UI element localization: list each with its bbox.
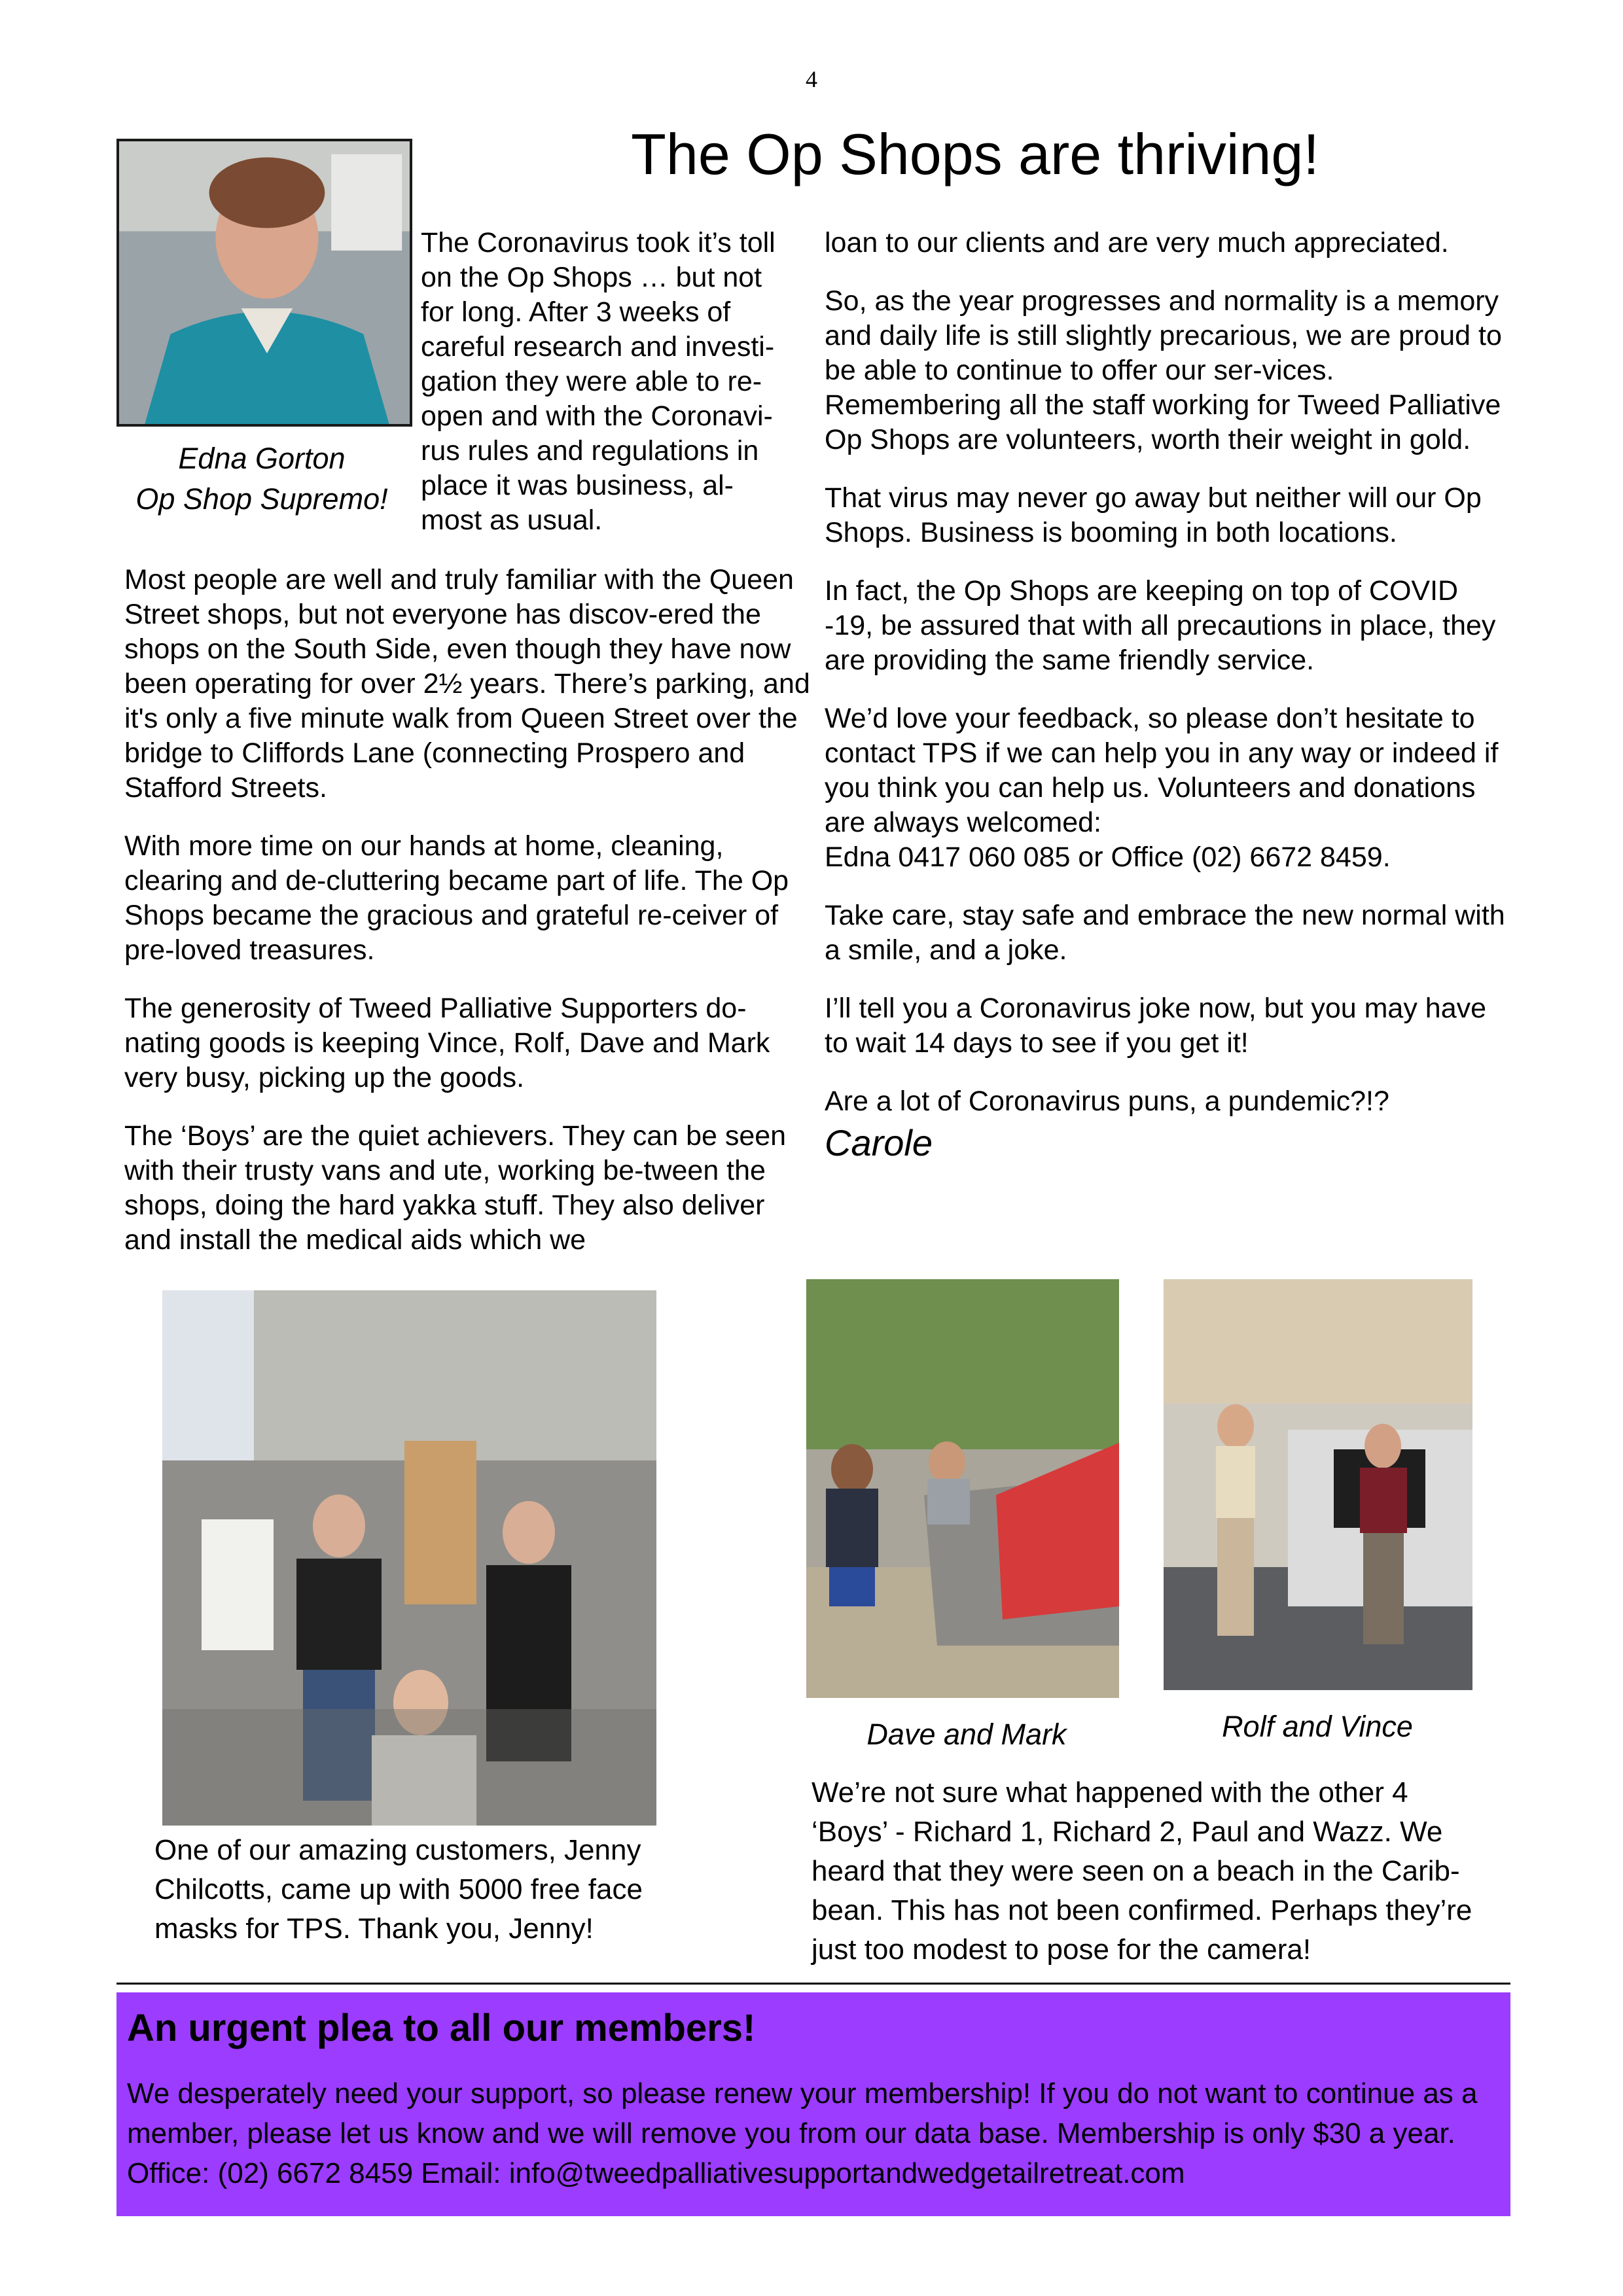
signature: Carole bbox=[825, 1122, 933, 1163]
rolf-vince-caption: Rolf and Vince bbox=[1222, 1710, 1413, 1743]
intro-line: most as usual. bbox=[421, 504, 603, 536]
intro-line: careful research and investi- bbox=[421, 331, 775, 362]
intro-line: open and with the Coronavi- bbox=[421, 400, 773, 432]
dave-mark-photo bbox=[806, 1279, 1119, 1698]
paragraph: In fact, the Op Shops are keeping on top of COVID -19, be assured that with all precautions in place, they are providing the same friendly service. bbox=[825, 575, 1496, 676]
page-number: 4 bbox=[806, 66, 817, 92]
paragraph: So, as the year progresses and normality is a memory and daily life is still slightly precarious, we are proud to be able to continue to offer our ser-vices. Remembering all the staff working for Tweed Palliative Op Shops are volunteers, worth their weight in gold. bbox=[825, 285, 1502, 455]
street-image bbox=[1164, 1279, 1472, 1690]
intro-line: on the Op Shops … but not bbox=[421, 262, 762, 293]
paragraph: Are a lot of Coronavirus puns, a pundemic?!? bbox=[825, 1086, 1389, 1117]
paragraph: I’ll tell you a Coronavirus joke now, but you may have to wait 14 days to see if you get it! bbox=[825, 993, 1487, 1059]
intro-line: gation they were able to re- bbox=[421, 366, 762, 397]
dave-mark-caption: Dave and Mark bbox=[866, 1718, 1067, 1751]
paragraph: The ‘Boys’ are the quiet achievers. They can be seen with their trusty vans and ute, working be-tween the shops, doing the hard yakka stuff. They also deliver and install the medical aids which we bbox=[124, 1120, 787, 1256]
edna-caption-name: Edna Gorton bbox=[178, 442, 346, 475]
paragraph: We’d love your feedback, so please don’t hesitate to contact TPS if we can help you in any way or indeed if you think you can help us. Volunteers and donations are always welcomed: bbox=[825, 703, 1499, 838]
paragraph: Most people are well and truly familiar with the Queen Street shops, but not everyone has discov-ered the shops on the South Side, even though they have now been operating for over 2½ years. There’s parking, and it's only a five minute walk from Queen Street over the bridge to Cliffords Lane (connecting Prospero and Stafford Streets. bbox=[124, 564, 810, 804]
jenny-masks-photo bbox=[162, 1290, 656, 1826]
intro-line: place it was business, al- bbox=[421, 470, 734, 501]
paragraph: With more time on our hands at home, cleaning, clearing and de-cluttering became part of life. The Op Shops became the gracious and grateful re-ceiver of pre-loved treasures. bbox=[124, 830, 789, 966]
paragraph: That virus may never go away but neither will our Op Shops. Business is booming in both locations. bbox=[825, 482, 1482, 548]
edna-caption bbox=[124, 438, 399, 520]
intro-line: for long. After 3 weeks of bbox=[421, 296, 731, 328]
plea-text: We desperately need your support, so please renew your membership! If you do not want to continue as a member, please let us know and we will remove you from our data base. Membership is only $30 a year. Office: (02) 6672 8459 Email: info@tweedpalliativesupportandwedgetailretreat.com bbox=[127, 2077, 1478, 2189]
paragraph: Take care, stay safe and embrace the new normal with a smile, and a joke. bbox=[825, 900, 1505, 966]
jenny-caption: One of our amazing customers, Jenny Chilcotts, came up with 5000 free face masks for TPS. Thank you, Jenny! bbox=[154, 1834, 643, 1945]
left-column bbox=[124, 563, 818, 1281]
paragraph: loan to our clients and are very much appreciated. bbox=[825, 227, 1449, 258]
intro-line: rus rules and regulations in bbox=[421, 435, 759, 467]
section-divider bbox=[116, 1983, 1510, 1985]
boys-text: We’re not sure what happened with the other 4 ‘Boys’ - Richard 1, Richard 2, Paul and Wazz. We heard that they were seen on a beach in the Carib-bean. This has not been confirmed. Perhaps they’re just too modest to pose for the camera! bbox=[812, 1776, 1472, 1966]
intro-line: The Coronavirus took it’s toll bbox=[421, 227, 776, 258]
portrait-image bbox=[119, 141, 410, 424]
intro-text bbox=[421, 226, 813, 538]
page-title: The Op Shops are thriving! bbox=[631, 122, 1319, 186]
rolf-vince-photo bbox=[1164, 1279, 1472, 1690]
ute-image bbox=[806, 1279, 1119, 1698]
membership-plea-box bbox=[116, 1992, 1510, 2216]
plea-heading: An urgent plea to all our members! bbox=[127, 2007, 756, 2049]
contact-line: Edna 0417 060 085 or Office (02) 6672 8459. bbox=[825, 841, 1391, 873]
shop-group-image bbox=[162, 1290, 656, 1826]
right-column bbox=[825, 226, 1512, 1163]
edna-caption-title: Op Shop Supremo! bbox=[135, 482, 388, 516]
edna-gorton-photo bbox=[116, 139, 412, 427]
paragraph: The generosity of Tweed Palliative Supporters do-nating goods is keeping Vince, Rolf, Dave and Mark very busy, picking up the goods. bbox=[124, 993, 770, 1093]
